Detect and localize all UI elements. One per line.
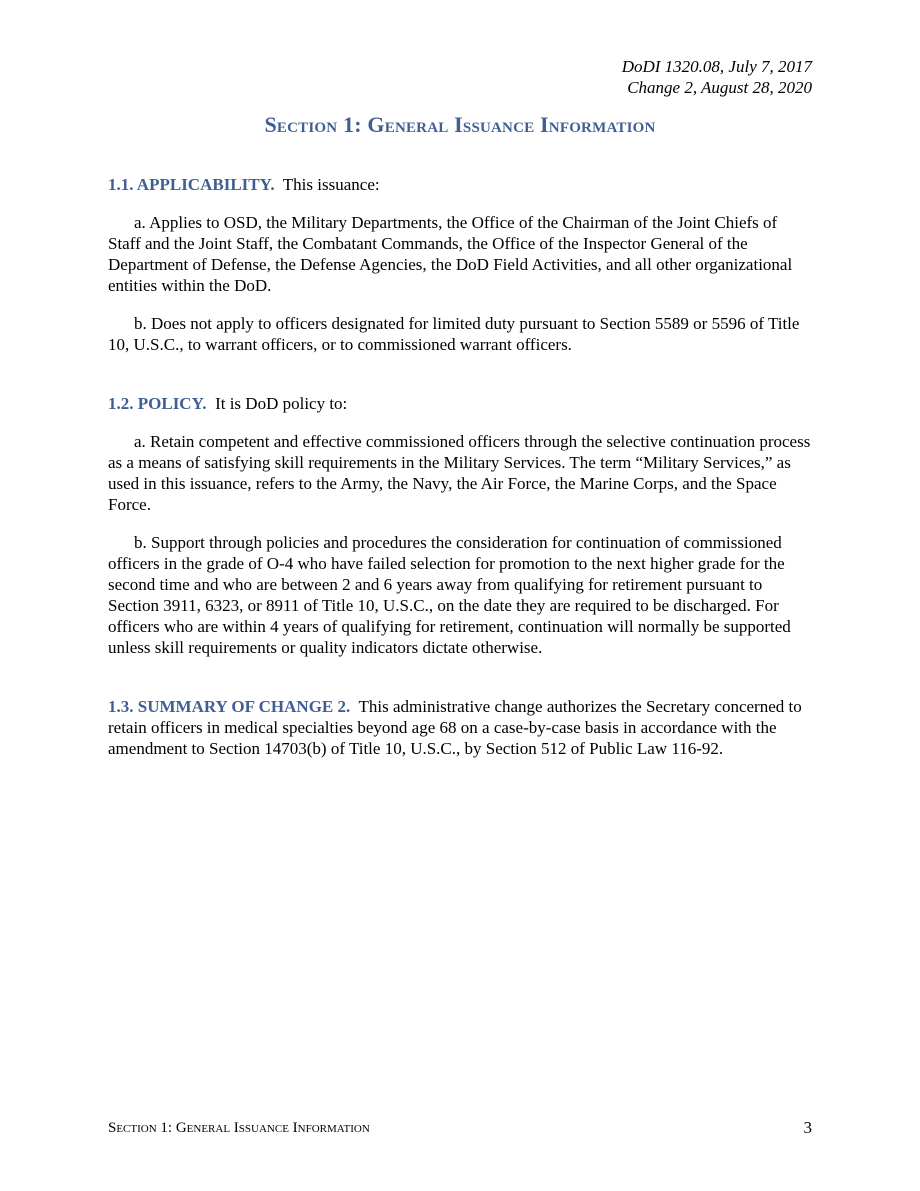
paragraph-1-1-b: b. Does not apply to officers designated for limited duty pursuant to Section 5589 or 5596 of Title 10, U.S.C., to warrant officers, or to commissioned warrant officers. <box>108 314 800 354</box>
section-1-3-text: This administrative change authorizes the Secretary concerned to retain officers in medical specialties beyond age 68 on a case-by-case basis in accordance with the amendment to Section 14703(b) of Title 10, U.S.C., by Section 512 of Public Law 116-92. <box>108 697 802 758</box>
section-1-2 <box>108 393 812 414</box>
header-change-line: Change 2, August 28, 2020 <box>627 78 812 97</box>
document-header <box>622 56 812 98</box>
header-issuance-line: DoDI 1320.08, July 7, 2017 <box>621 57 812 76</box>
paragraph-1-1-a: a. Applies to OSD, the Military Departments, the Office of the Chairman of the Joint Chiefs of Staff and the Joint Staff, the Combatant Commands, the Office of the Inspector General of the Department of Defense, the Defense Agencies, the DoD Field Activities, and all other organizational entities within the DoD. <box>108 213 793 295</box>
page-footer <box>108 1119 812 1137</box>
paragraph-1-2-b: b. Support through policies and procedures the consideration for continuation of commissioned officers in the grade of O-4 who have failed selection for promotion to the next higher grade for the second time and who are between 2 and 6 years away from qualifying for retirement pursuant to Section 3911, 6323, or 8911 of Title 10, U.S.C., on the date they are required to be discharged. For officers who are within 4 years of qualifying for retirement, continuation will normally be supported unless skill requirements or quality indicators dictate otherwise. <box>108 533 791 657</box>
section-1-2-intro: It is DoD policy to: <box>215 394 348 413</box>
page-number: 3 <box>803 1118 812 1137</box>
section-1-1-heading: 1.1. APPLICABILITY. <box>108 175 275 194</box>
footer-section-title: Section 1: General Issuance Information <box>108 1120 370 1136</box>
section-1-3 <box>108 696 812 759</box>
paragraph-1-2-a: a. Retain competent and effective commissioned officers through the selective continuation process as a means of satisfying skill requirements in the Military Services. The term “Military Services,” as used in this issuance, refers to the Army, the Navy, the Air Force, the Marine Corps, and the Space Force. <box>108 432 811 514</box>
document-body <box>108 174 812 759</box>
section-title: Section 1: General Issuance Information <box>264 112 656 137</box>
section-1-1-intro: This issuance: <box>282 175 380 194</box>
section-1-2-heading: 1.2. POLICY. <box>108 394 207 413</box>
section-1-1 <box>108 174 812 195</box>
section-1-3-heading: 1.3. SUMMARY OF CHANGE 2. <box>108 697 351 716</box>
